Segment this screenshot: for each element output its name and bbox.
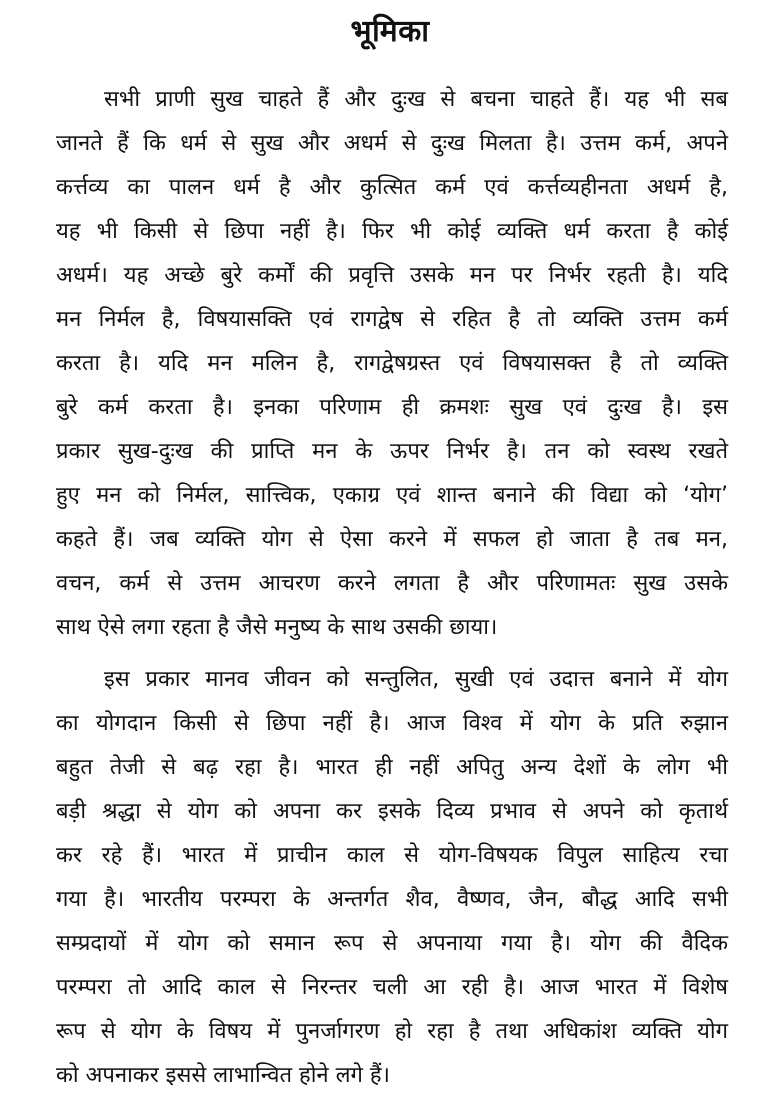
paragraph-1-line: प्रकार सुख-दुःख की प्राप्ति मन के ऊपर निर्भर है। तन को स्वस्थ रखते bbox=[56, 439, 728, 464]
paragraph-2-line: सम्प्रदायों में योग को समान रूप से अपनाया गया है। योग की वैदिक bbox=[56, 931, 728, 956]
paragraph-1-line: सभी प्राणी सुख चाहते हैं और दुःख से बचना चाहते हैं। यह भी सब bbox=[104, 87, 728, 112]
paragraph-1-line: कहते हैं। जब व्यक्ति योग से ऐसा करने में सफल हो जाता है तब मन, bbox=[56, 527, 728, 552]
paragraph-2-line: कर रहे हैं। भारत में प्राचीन काल से योग-विषयक विपुल साहित्य रचा bbox=[56, 843, 728, 868]
paragraph-1-line: करता है। यदि मन मलिन है, रागद्वेषग्रस्त एवं विषयासक्त है तो व्यक्ति bbox=[56, 351, 728, 376]
paragraph-1-line: हुए मन को निर्मल, सात्त्विक, एकाग्र एवं शान्त बनाने की विद्या को ‘योग’ bbox=[56, 483, 728, 508]
paragraph-2-line: बहुत तेजी से बढ़ रहा है। भारत ही नहीं अपितु अन्य देशों के लोग भी bbox=[56, 755, 728, 780]
paragraph-2-line: को अपनाकर इससे लाभान्वित होने लगे हैं। bbox=[56, 1063, 390, 1088]
paragraph-2-line: का योगदान किसी से छिपा नहीं है। आज विश्व में योग के प्रति रुझान bbox=[56, 711, 728, 736]
paragraph-1-line: बुरे कर्म करता है। इनका परिणाम ही क्रमशः सुख एवं दुःख है। इस bbox=[56, 395, 728, 420]
paragraph-2-line: बड़ी श्रद्धा से योग को अपना कर इसके दिव्य प्रभाव से अपने को कृतार्थ bbox=[56, 799, 728, 824]
paragraph-1-line: जानते हैं कि धर्म से सुख और अधर्म से दुःख मिलता है। उत्तम कर्म, अपने bbox=[56, 131, 728, 156]
paragraph-2-line: इस प्रकार मानव जीवन को सन्तुलित, सुखी एवं उदात्त बनाने में योग bbox=[104, 667, 728, 692]
paragraph-1-line: कर्त्तव्य का पालन धर्म है और कुत्सित कर्म एवं कर्त्तव्यहीनता अधर्म है, bbox=[56, 175, 728, 200]
paragraph-2-line: गया है। भारतीय परम्परा के अन्तर्गत शैव, वैष्णव, जैन, बौद्ध आदि सभी bbox=[56, 887, 728, 912]
paragraph-2-line: परम्परा तो आदि काल से निरन्तर चली आ रही है। आज भारत में विशेष bbox=[56, 975, 728, 1000]
paragraph-1-line: वचन, कर्म से उत्तम आचरण करने लगता है और परिणामतः सुख उसके bbox=[56, 571, 728, 596]
page-title: भूमिका bbox=[350, 14, 430, 49]
paragraph-1-line: यह भी किसी से छिपा नहीं है। फिर भी कोई व्यक्ति धर्म करता है कोई bbox=[56, 219, 728, 244]
paragraph-1-line: मन निर्मल है, विषयासक्ति एवं रागद्वेष से रहित है तो व्यक्ति उत्तम कर्म bbox=[56, 307, 728, 332]
paragraph-2-line: रूप से योग के विषय में पुनर्जागरण हो रहा है तथा अधिकांश व्यक्ति योग bbox=[56, 1019, 728, 1044]
paragraph-1-line: साथ ऐसे लगा रहता है जैसे मनुष्य के साथ उसकी छाया। bbox=[56, 615, 498, 640]
paragraph-1-line: अधर्म। यह अच्छे बुरे कर्मों की प्रवृत्ति उसके मन पर निर्भर रहती है। यदि bbox=[56, 263, 728, 288]
